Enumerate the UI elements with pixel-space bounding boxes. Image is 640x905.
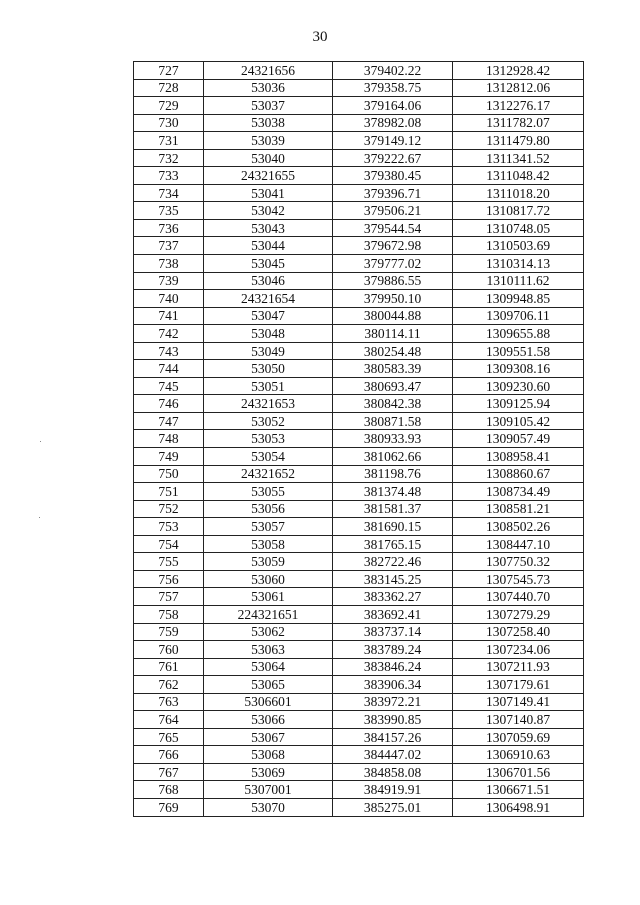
- row-index-cell: 757: [134, 588, 204, 606]
- point-id-cell: 53064: [204, 658, 333, 676]
- y-coordinate-cell: 1309948.85: [453, 290, 584, 308]
- x-coordinate-cell: 379777.02: [333, 255, 453, 273]
- table-row: [134, 588, 584, 606]
- table-row: [134, 97, 584, 115]
- y-coordinate-cell: 1307545.73: [453, 570, 584, 588]
- y-coordinate-cell: 1309105.42: [453, 412, 584, 430]
- row-index-cell: 739: [134, 272, 204, 290]
- table-row: [134, 535, 584, 553]
- table-row: [134, 219, 584, 237]
- x-coordinate-cell: 380254.48: [333, 342, 453, 360]
- row-index-cell: 732: [134, 149, 204, 167]
- table-row: [134, 325, 584, 343]
- x-coordinate-cell: 379396.71: [333, 184, 453, 202]
- y-coordinate-cell: 1309308.16: [453, 360, 584, 378]
- table-row: [134, 623, 584, 641]
- x-coordinate-cell: 383145.25: [333, 570, 453, 588]
- y-coordinate-cell: 1309655.88: [453, 325, 584, 343]
- point-id-cell: 53053: [204, 430, 333, 448]
- x-coordinate-cell: 384447.02: [333, 746, 453, 764]
- scan-speck: [40, 441, 41, 442]
- point-id-cell: 53045: [204, 255, 333, 273]
- table-row: [134, 763, 584, 781]
- point-id-cell: 24321655: [204, 167, 333, 185]
- row-index-cell: 763: [134, 693, 204, 711]
- x-coordinate-cell: 381765.15: [333, 535, 453, 553]
- x-coordinate-cell: 380044.88: [333, 307, 453, 325]
- table-row: [134, 728, 584, 746]
- y-coordinate-cell: 1310111.62: [453, 272, 584, 290]
- table-row: [134, 658, 584, 676]
- x-coordinate-cell: 380583.39: [333, 360, 453, 378]
- row-index-cell: 738: [134, 255, 204, 273]
- x-coordinate-cell: 383846.24: [333, 658, 453, 676]
- x-coordinate-cell: 384858.08: [333, 763, 453, 781]
- point-id-cell: 53036: [204, 79, 333, 97]
- row-index-cell: 758: [134, 605, 204, 623]
- coordinates-table-body: [134, 62, 584, 817]
- table-row: [134, 553, 584, 571]
- table-row: [134, 641, 584, 659]
- table-row: [134, 184, 584, 202]
- x-coordinate-cell: 379672.98: [333, 237, 453, 255]
- point-id-cell: 24321652: [204, 465, 333, 483]
- x-coordinate-cell: 379358.75: [333, 79, 453, 97]
- table-row: [134, 483, 584, 501]
- x-coordinate-cell: 381581.37: [333, 500, 453, 518]
- page-number: 30: [312, 29, 328, 45]
- x-coordinate-cell: 379222.67: [333, 149, 453, 167]
- x-coordinate-cell: 379164.06: [333, 97, 453, 115]
- x-coordinate-cell: 384157.26: [333, 728, 453, 746]
- y-coordinate-cell: 1309706.11: [453, 307, 584, 325]
- x-coordinate-cell: 379950.10: [333, 290, 453, 308]
- x-coordinate-cell: 383972.21: [333, 693, 453, 711]
- coordinates-table: [133, 61, 584, 817]
- point-id-cell: 53065: [204, 676, 333, 694]
- y-coordinate-cell: 1306671.51: [453, 781, 584, 799]
- table-row: [134, 605, 584, 623]
- y-coordinate-cell: 1307059.69: [453, 728, 584, 746]
- x-coordinate-cell: 379544.54: [333, 219, 453, 237]
- point-id-cell: 53070: [204, 798, 333, 816]
- table-row: [134, 255, 584, 273]
- y-coordinate-cell: 1308734.49: [453, 483, 584, 501]
- y-coordinate-cell: 1307149.41: [453, 693, 584, 711]
- table-row: [134, 693, 584, 711]
- y-coordinate-cell: 1310817.72: [453, 202, 584, 220]
- y-coordinate-cell: 1307140.87: [453, 711, 584, 729]
- point-id-cell: 53055: [204, 483, 333, 501]
- y-coordinate-cell: 1310503.69: [453, 237, 584, 255]
- table-row: [134, 377, 584, 395]
- y-coordinate-cell: 1307750.32: [453, 553, 584, 571]
- x-coordinate-cell: 380693.47: [333, 377, 453, 395]
- x-coordinate-cell: 381062.66: [333, 448, 453, 466]
- y-coordinate-cell: 1308447.10: [453, 535, 584, 553]
- point-id-cell: 24321656: [204, 62, 333, 80]
- row-index-cell: 727: [134, 62, 204, 80]
- row-index-cell: 741: [134, 307, 204, 325]
- point-id-cell: 53049: [204, 342, 333, 360]
- table-row: [134, 448, 584, 466]
- row-index-cell: 748: [134, 430, 204, 448]
- row-index-cell: 747: [134, 412, 204, 430]
- row-index-cell: 731: [134, 132, 204, 150]
- point-id-cell: 5307001: [204, 781, 333, 799]
- x-coordinate-cell: 383737.14: [333, 623, 453, 641]
- y-coordinate-cell: 1307279.29: [453, 605, 584, 623]
- y-coordinate-cell: 1306701.56: [453, 763, 584, 781]
- x-coordinate-cell: 383990.85: [333, 711, 453, 729]
- y-coordinate-cell: 1307234.06: [453, 641, 584, 659]
- table-row: [134, 167, 584, 185]
- table-row: [134, 798, 584, 816]
- point-id-cell: 24321654: [204, 290, 333, 308]
- row-index-cell: 729: [134, 97, 204, 115]
- y-coordinate-cell: 1309551.58: [453, 342, 584, 360]
- row-index-cell: 753: [134, 518, 204, 536]
- y-coordinate-cell: 1308958.41: [453, 448, 584, 466]
- table-row: [134, 570, 584, 588]
- table-row: [134, 430, 584, 448]
- row-index-cell: 767: [134, 763, 204, 781]
- x-coordinate-cell: 384919.91: [333, 781, 453, 799]
- point-id-cell: 24321653: [204, 395, 333, 413]
- point-id-cell: 53061: [204, 588, 333, 606]
- x-coordinate-cell: 383362.27: [333, 588, 453, 606]
- y-coordinate-cell: 1311048.42: [453, 167, 584, 185]
- row-index-cell: 760: [134, 641, 204, 659]
- x-coordinate-cell: 380871.58: [333, 412, 453, 430]
- y-coordinate-cell: 1308581.21: [453, 500, 584, 518]
- point-id-cell: 53060: [204, 570, 333, 588]
- point-id-cell: 53051: [204, 377, 333, 395]
- y-coordinate-cell: 1311782.07: [453, 114, 584, 132]
- row-index-cell: 733: [134, 167, 204, 185]
- x-coordinate-cell: 379402.22: [333, 62, 453, 80]
- x-coordinate-cell: 383906.34: [333, 676, 453, 694]
- point-id-cell: 53043: [204, 219, 333, 237]
- x-coordinate-cell: 379886.55: [333, 272, 453, 290]
- y-coordinate-cell: 1309230.60: [453, 377, 584, 395]
- row-index-cell: 759: [134, 623, 204, 641]
- x-coordinate-cell: 379506.21: [333, 202, 453, 220]
- point-id-cell: 53054: [204, 448, 333, 466]
- point-id-cell: 53062: [204, 623, 333, 641]
- point-id-cell: 53047: [204, 307, 333, 325]
- point-id-cell: 53041: [204, 184, 333, 202]
- point-id-cell: 53037: [204, 97, 333, 115]
- point-id-cell: 53046: [204, 272, 333, 290]
- y-coordinate-cell: 1307258.40: [453, 623, 584, 641]
- coordinates-table-container: [133, 61, 584, 817]
- point-id-cell: 53048: [204, 325, 333, 343]
- point-id-cell: 53063: [204, 641, 333, 659]
- row-index-cell: 746: [134, 395, 204, 413]
- table-row: [134, 307, 584, 325]
- row-index-cell: 730: [134, 114, 204, 132]
- row-index-cell: 754: [134, 535, 204, 553]
- x-coordinate-cell: 380933.93: [333, 430, 453, 448]
- row-index-cell: 755: [134, 553, 204, 571]
- point-id-cell: 224321651: [204, 605, 333, 623]
- point-id-cell: 53042: [204, 202, 333, 220]
- x-coordinate-cell: 380842.38: [333, 395, 453, 413]
- table-row: [134, 412, 584, 430]
- table-row: [134, 342, 584, 360]
- row-index-cell: 752: [134, 500, 204, 518]
- table-row: [134, 395, 584, 413]
- y-coordinate-cell: 1307179.61: [453, 676, 584, 694]
- point-id-cell: 53068: [204, 746, 333, 764]
- table-row: [134, 79, 584, 97]
- row-index-cell: 765: [134, 728, 204, 746]
- y-coordinate-cell: 1312276.17: [453, 97, 584, 115]
- row-index-cell: 762: [134, 676, 204, 694]
- point-id-cell: 53059: [204, 553, 333, 571]
- x-coordinate-cell: 382722.46: [333, 553, 453, 571]
- table-row: [134, 676, 584, 694]
- table-row: [134, 290, 584, 308]
- row-index-cell: 744: [134, 360, 204, 378]
- point-id-cell: 53056: [204, 500, 333, 518]
- point-id-cell: 53057: [204, 518, 333, 536]
- point-id-cell: 5306601: [204, 693, 333, 711]
- y-coordinate-cell: 1308860.67: [453, 465, 584, 483]
- x-coordinate-cell: 381198.76: [333, 465, 453, 483]
- point-id-cell: 53052: [204, 412, 333, 430]
- row-index-cell: 745: [134, 377, 204, 395]
- x-coordinate-cell: 381690.15: [333, 518, 453, 536]
- table-row: [134, 114, 584, 132]
- row-index-cell: 751: [134, 483, 204, 501]
- x-coordinate-cell: 379149.12: [333, 132, 453, 150]
- row-index-cell: 735: [134, 202, 204, 220]
- point-id-cell: 53066: [204, 711, 333, 729]
- table-row: [134, 781, 584, 799]
- row-index-cell: 764: [134, 711, 204, 729]
- y-coordinate-cell: 1312812.06: [453, 79, 584, 97]
- y-coordinate-cell: 1311479.80: [453, 132, 584, 150]
- y-coordinate-cell: 1310314.13: [453, 255, 584, 273]
- scan-speck: [39, 517, 40, 518]
- x-coordinate-cell: 380114.11: [333, 325, 453, 343]
- row-index-cell: 740: [134, 290, 204, 308]
- table-row: [134, 518, 584, 536]
- point-id-cell: 53044: [204, 237, 333, 255]
- point-id-cell: 53039: [204, 132, 333, 150]
- table-row: [134, 62, 584, 80]
- table-row: [134, 272, 584, 290]
- y-coordinate-cell: 1306910.63: [453, 746, 584, 764]
- table-row: [134, 360, 584, 378]
- y-coordinate-cell: 1307440.70: [453, 588, 584, 606]
- y-coordinate-cell: 1309125.94: [453, 395, 584, 413]
- point-id-cell: 53040: [204, 149, 333, 167]
- y-coordinate-cell: 1309057.49: [453, 430, 584, 448]
- row-index-cell: 756: [134, 570, 204, 588]
- table-row: [134, 746, 584, 764]
- row-index-cell: 750: [134, 465, 204, 483]
- point-id-cell: 53067: [204, 728, 333, 746]
- y-coordinate-cell: 1310748.05: [453, 219, 584, 237]
- table-row: [134, 149, 584, 167]
- row-index-cell: 742: [134, 325, 204, 343]
- row-index-cell: 736: [134, 219, 204, 237]
- table-row: [134, 465, 584, 483]
- point-id-cell: 53069: [204, 763, 333, 781]
- row-index-cell: 761: [134, 658, 204, 676]
- point-id-cell: 53038: [204, 114, 333, 132]
- y-coordinate-cell: 1307211.93: [453, 658, 584, 676]
- row-index-cell: 766: [134, 746, 204, 764]
- x-coordinate-cell: 381374.48: [333, 483, 453, 501]
- row-index-cell: 743: [134, 342, 204, 360]
- row-index-cell: 728: [134, 79, 204, 97]
- y-coordinate-cell: 1311018.20: [453, 184, 584, 202]
- point-id-cell: 53050: [204, 360, 333, 378]
- table-row: [134, 132, 584, 150]
- table-row: [134, 500, 584, 518]
- row-index-cell: 768: [134, 781, 204, 799]
- x-coordinate-cell: 378982.08: [333, 114, 453, 132]
- x-coordinate-cell: 385275.01: [333, 798, 453, 816]
- row-index-cell: 749: [134, 448, 204, 466]
- y-coordinate-cell: 1311341.52: [453, 149, 584, 167]
- point-id-cell: 53058: [204, 535, 333, 553]
- x-coordinate-cell: 383789.24: [333, 641, 453, 659]
- table-row: [134, 202, 584, 220]
- y-coordinate-cell: 1306498.91: [453, 798, 584, 816]
- y-coordinate-cell: 1312928.42: [453, 62, 584, 80]
- row-index-cell: 737: [134, 237, 204, 255]
- row-index-cell: 734: [134, 184, 204, 202]
- table-row: [134, 237, 584, 255]
- table-row: [134, 711, 584, 729]
- row-index-cell: 769: [134, 798, 204, 816]
- y-coordinate-cell: 1308502.26: [453, 518, 584, 536]
- x-coordinate-cell: 383692.41: [333, 605, 453, 623]
- x-coordinate-cell: 379380.45: [333, 167, 453, 185]
